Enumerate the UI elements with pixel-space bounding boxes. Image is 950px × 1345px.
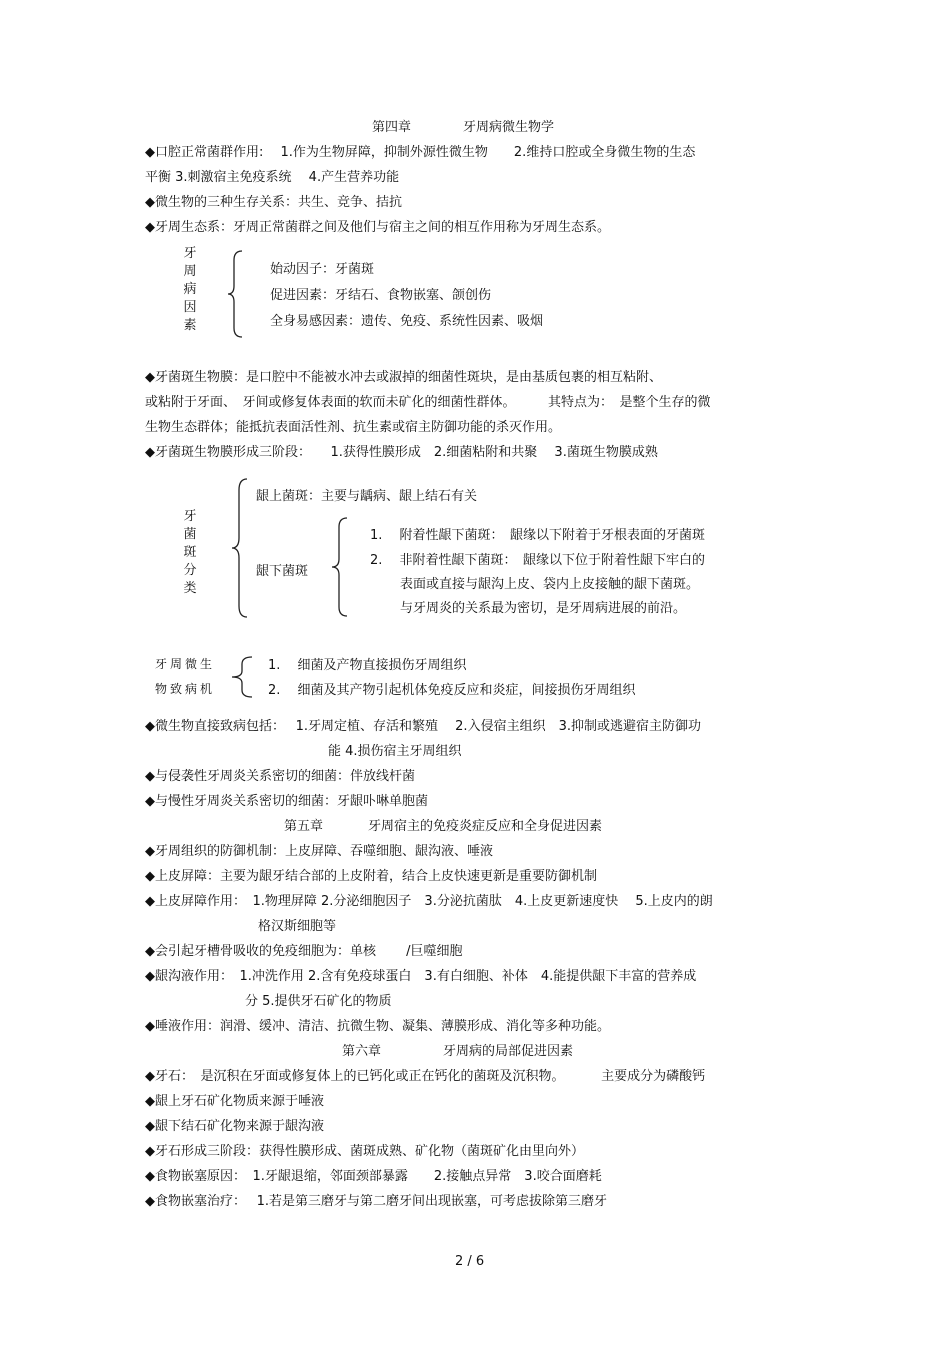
factor-initiating: 始动因子：牙菌斑 bbox=[270, 262, 375, 277]
gcf-function-line1: ◆龈沟液作用： 1.冲洗作用 2.含有免疫球蛋白 3.有白细胞、补体 4.能提供龈下丰富的营养成 bbox=[145, 969, 697, 984]
periodontal-factors-label: 牙周病因素 bbox=[183, 246, 197, 333]
bone-resorption-cells: ◆会引起牙槽骨吸收的免疫细胞为：单核 /巨噬细胞 bbox=[145, 944, 463, 959]
chapter-6-title: 牙周病的局部促进因素 bbox=[443, 1044, 574, 1059]
factor-systemic: 全身易感因素：遗传、免疫、系统性因素、吸烟 bbox=[270, 314, 544, 329]
calculus-definition: ◆牙石： 是沉积在牙面或修复体上的已钙化或正在钙化的菌斑及沉积物。 主要成分为磷酸钙 bbox=[145, 1069, 706, 1084]
chronic-periodontitis-bacteria: ◆与慢性牙周炎关系密切的细菌：牙龈卟啉单胞菌 bbox=[145, 794, 428, 809]
factor-promoting: 促进因素：牙结石、食物嵌塞、颌创伤 bbox=[270, 288, 492, 303]
brace-subgingival bbox=[330, 517, 350, 617]
epithelial-barrier-function-line2: 格汉斯细胞等 bbox=[258, 919, 337, 934]
pathogenesis-label-line1: 牙周微生 bbox=[155, 657, 216, 671]
epithelial-barrier: ◆上皮屏障：主要为龈牙结合部的上皮附着，结合上皮快速更新是重要防御机制 bbox=[145, 869, 597, 884]
pathogenesis-label-line2: 物致病机 bbox=[155, 682, 216, 696]
pathogenesis-indirect: 2. 细菌及其产物引起机体免疫反应和炎症，间接损伤牙周组织 bbox=[268, 683, 636, 698]
direct-pathogenicity-line1: ◆微生物直接致病包括： 1.牙周定植、存活和繁殖 2.入侵宿主组织 3.抑制或逃避宿主防御功 bbox=[145, 719, 701, 734]
chapter-5-number: 第五章 bbox=[284, 819, 324, 834]
calculus-formation-stages: ◆牙石形成三阶段：获得性膜形成、菌斑成熟、矿化物（菌斑矿化由里向外） bbox=[145, 1144, 584, 1159]
periodontal-ecosystem: ◆牙周生态系：牙周正常菌群之间及他们与宿主之间的相互作用称为牙周生态系。 bbox=[145, 220, 610, 235]
supragingival-calculus-source: ◆龈上牙石矿化物质来源于唾液 bbox=[145, 1094, 324, 1109]
oral-flora-function-line1: ◆口腔正常菌群作用: 1.作为生物屏障，抑制外源性微生物 2.维持口腔或全身微生物的生态 bbox=[145, 145, 696, 160]
defense-mechanisms: ◆牙周组织的防御机制：上皮屏障、吞噬细胞、龈沟液、唾液 bbox=[145, 844, 493, 859]
food-impaction-causes: ◆食物嵌塞原因： 1.牙龈退缩，邻面颈部暴露 2.接触点异常 3.咬合面磨耗 bbox=[145, 1169, 602, 1184]
brace-plaque-classification bbox=[230, 478, 250, 618]
chapter-6-number: 第六章 bbox=[342, 1044, 382, 1059]
biofilm-stages: ◆牙菌斑生物膜形成三阶段： 1.获得性膜形成 2.细菌粘附和共聚 3.菌斑生物膜成熟 bbox=[145, 445, 658, 460]
microbe-relationships: ◆微生物的三种生存关系：共生、竞争、拮抗 bbox=[145, 195, 402, 210]
attached-subgingival-plaque: 1. 附着性龈下菌斑： 龈缘以下附着于牙根表面的牙菌斑 bbox=[370, 528, 706, 543]
unattached-subgingival-plaque: 2. 非附着性龈下菌斑： 龈缘以下位于附着性龈下牢白的 bbox=[370, 553, 706, 568]
subgingival-plaque: 龈下菌斑 bbox=[256, 564, 309, 579]
plaque-biofilm-def-line3: 生物生态群体；能抵抗表面活性剂、抗生素或宿主防御功能的杀灭作用。 bbox=[145, 420, 562, 435]
brace-factors bbox=[226, 250, 246, 338]
chapter-4-number: 第四章 bbox=[372, 120, 412, 135]
chapter-5-title: 牙周宿主的免疫炎症反应和全身促进因素 bbox=[368, 819, 603, 834]
saliva-function: ◆唾液作用：润滑、缓冲、清洁、抗微生物、凝集、薄膜形成、消化等多种功能。 bbox=[145, 1019, 610, 1034]
epithelial-barrier-function-line1: ◆上皮屏障作用： 1.物理屏障 2.分泌细胞因子 3.分泌抗菌肽 4.上皮更新速度快 5.上皮内的朗 bbox=[145, 894, 713, 909]
plaque-classification-label: 牙菌斑分类 bbox=[183, 509, 197, 596]
plaque-biofilm-def-line1: ◆牙菌斑生物膜：是口腔中不能被水冲去或淑掉的细菌性斑块，是由基质包裹的相互粘附、 bbox=[145, 370, 662, 385]
chapter-4-title: 牙周病微生物学 bbox=[463, 120, 555, 135]
supragingival-plaque: 龈上菌斑：主要与龋病、龈上结石有关 bbox=[256, 489, 478, 504]
gcf-function-line2: 分 5.提供牙石矿化的物质 bbox=[245, 994, 392, 1009]
aggressive-periodontitis-bacteria: ◆与侵袭性牙周炎关系密切的细菌：伴放线杆菌 bbox=[145, 769, 415, 784]
unattached-plaque-cont2: 与牙周炎的关系最为密切，是牙周病进展的前沿。 bbox=[400, 601, 687, 616]
pathogenesis-direct: 1. 细菌及产物直接损伤牙周组织 bbox=[268, 658, 467, 673]
brace-pathogenesis bbox=[230, 656, 254, 698]
oral-flora-function-line2: 平衡 3.刺激宿主免疫系统 4.产生营养功能 bbox=[145, 170, 400, 185]
plaque-biofilm-def-line2: 或粘附于牙面、 牙间或修复体表面的软而未矿化的细菌性群体。 其特点为： 是整个生存的微 bbox=[145, 395, 711, 410]
direct-pathogenicity-line2: 能 4.损伤宿主牙周组织 bbox=[328, 744, 462, 759]
page-number: 2 / 6 bbox=[455, 1254, 485, 1269]
subgingival-calculus-source: ◆龈下结石矿化物来源于龈沟液 bbox=[145, 1119, 324, 1134]
food-impaction-treatment: ◆食物嵌塞治疗： 1.若是第三磨牙与第二磨牙间出现嵌塞，可考虑拔除第三磨牙 bbox=[145, 1194, 608, 1209]
unattached-plaque-cont1: 表面或直接与龈沟上皮、袋内上皮接触的龈下菌斑。 bbox=[400, 577, 700, 592]
